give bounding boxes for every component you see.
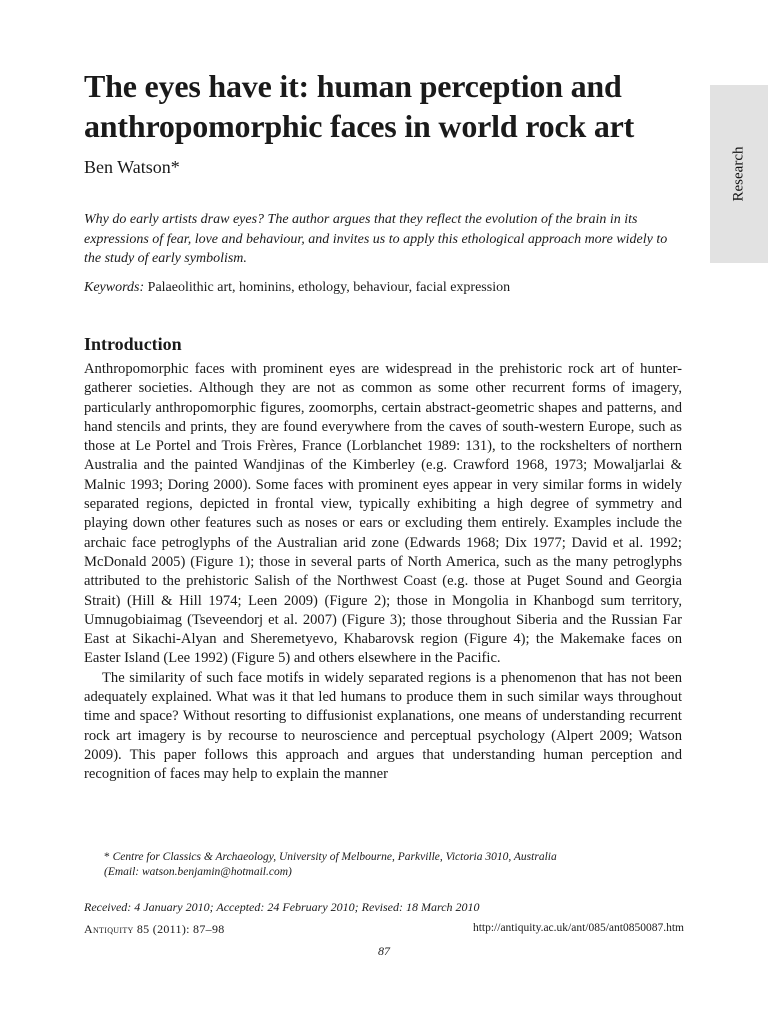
- author-name: Ben Watson*: [84, 157, 180, 177]
- abstract: Why do early artists draw eyes? The author argues that they reflect the evolution of the brain in its expressions of fear, love and behaviour, and invites us to apply this ethological approach more widely to the study of early symbolism.: [84, 212, 668, 266]
- article-url[interactable]: http://antiquity.ac.uk/ant/085/ant0850087.htm: [472, 922, 684, 934]
- body-paragraph: Anthropomorphic faces with prominent eyes are widespread in the prehistoric rock art of hunter-gatherer societies. Although they are not as common as some other recurrent forms of imagery, particularly anthropomorphic figures, zoomorphs, certain abstract-geometric shapes and patterns, and hand stencils and prints, they are found everywhere from the caves of south-western Europe, such as those at Le Portel and Trois Frères, France (Lorblanchet 1989: 131), to the rockshelters of northern Australia and the painted Wandjinas of the Kimberley (e.g. Crawford 1968, 1973; Mowaljarlai & Malnic 1993; Doring 2000). Some faces with prominent eyes appear in very similar forms in widely separated regions, depicted in frontal view, typically exhibiting a high degree of symmetry and playing down other features such as noses or ears or excluding them entirely. Examples include the archaic face petroglyphs of the Australian arid zone (Edwards 1968; Dix 1977; David et al. 1992; McDonald 2005) (Figure 1); those in several parts of North America, such as the many petroglyphs attributed to the prehistoric Salish of the Northwest Coast (e.g. those at Puget Sound and Georgia Strait) (Hill & Hill 1974; Leen 2009) (Figure 2); those in Mongolia in Khanbogd sum territory, Umnugobiaimag (Tseveendorj et al. 2007) (Figure 3); those throughout Siberia and the Russian Far East at Sikachi-Alyan and Sheremetyevo, Khabarovsk region (Figure 4); the Makemake faces on Easter Island (Lee 1992) (Figure 5) and others elsewhere in the Pacific.: [84, 361, 682, 667]
- keywords-text: Palaeolithic art, hominins, ethology, behaviour, facial expression: [147, 280, 511, 295]
- footnote-mark: *: [104, 851, 110, 863]
- section-heading: Introduction: [84, 334, 182, 354]
- section-side-tab: [710, 85, 768, 263]
- footnote-line1: Centre for Classics & Archaeology, University of Melbourne, Parkville, Victoria 3010, Australia: [112, 851, 557, 863]
- keywords-label: Keywords:: [84, 280, 145, 295]
- keywords: [84, 278, 684, 298]
- received-dates: Received: 4 January 2010; Accepted: 24 February 2010; Revised: 18 March 2010: [84, 900, 480, 914]
- footnote-email: (Email: watson.benjamin@hotmail.com): [104, 866, 292, 878]
- author-footnote: [104, 850, 684, 880]
- journal-citation: Antiquity 85 (2011): 87–98: [84, 922, 225, 936]
- side-tab-label: Research: [730, 146, 747, 202]
- footnote-affiliation: [104, 850, 684, 865]
- body-text: [84, 360, 682, 785]
- article-title: The eyes have it: human perception and anthropomorphic faces in world rock art: [84, 68, 635, 144]
- page-number: 87: [378, 944, 390, 958]
- body-paragraph: The similarity of such face motifs in widely separated regions is a phenomenon that has not been adequately explained. What was it that led humans to produce them in such similar ways throughout time and space? Without resorting to diffusionist explanations, one means of understanding recurrent rock art imagery is by recourse to neuroscience and perceptual psychology (Alpert 2009; Watson 2009). This paper follows this approach and argues that understanding human perception and recognition of faces may help to explain the manner: [84, 669, 682, 783]
